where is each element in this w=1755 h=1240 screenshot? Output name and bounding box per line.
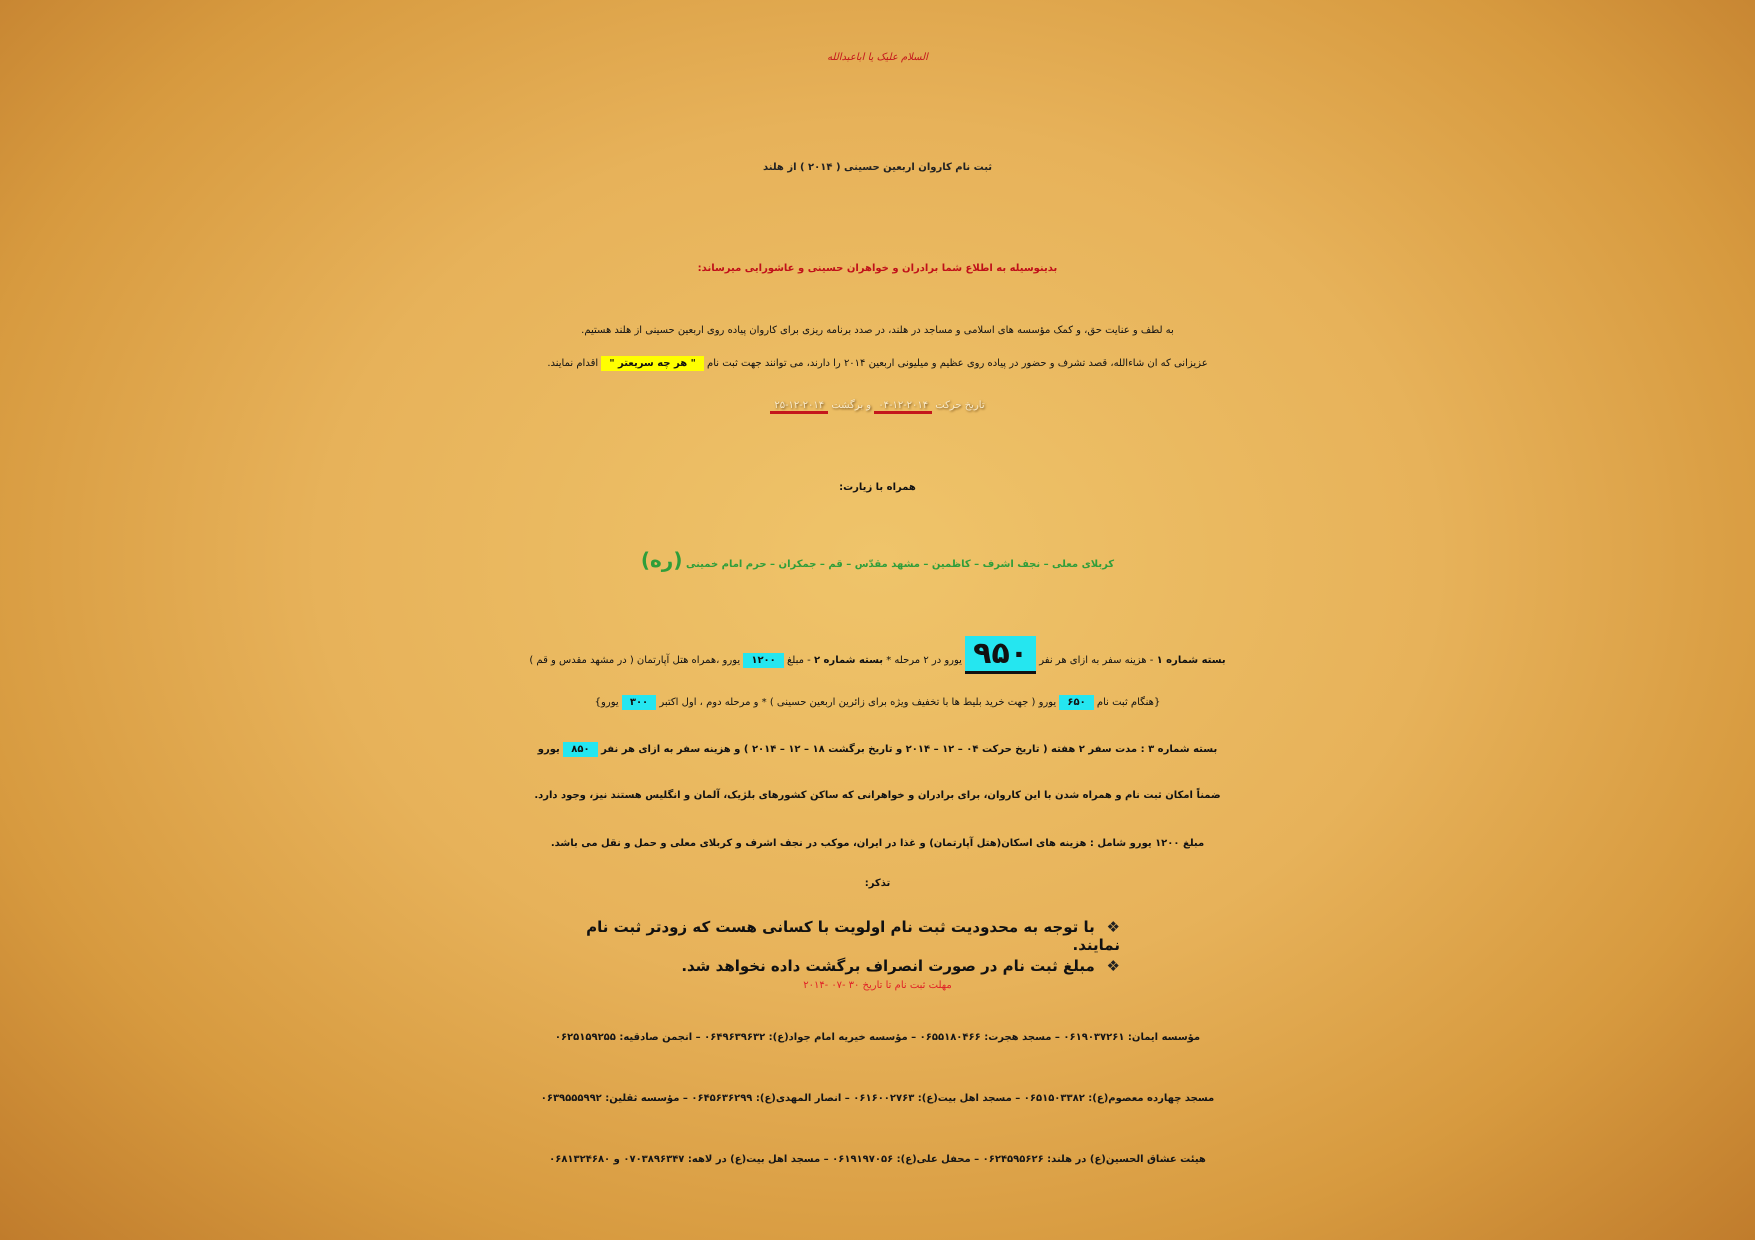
contacts-line-2: مسجد چهارده معصوم(ع): ۰۶۵۱۵۰۳۳۸۲ – مسجد اهل بیت(ع): ۰۶۱۶۰۰۲۷۶۳ – انصار المهدی(ع): ۰۶۴۵۶۳۶۲۹۹ – مؤسسه ثقلین: ۰۶۳۹۵۵۵۹۹۲ <box>540 1093 1215 1104</box>
list-item <box>560 957 1120 975</box>
contacts-line-3: هیئت عشاق الحسین(ع) در هلند: ۰۶۲۴۵۹۵۶۲۶ – محفل علی(ع): ۰۶۱۹۱۹۷۰۵۶ – مسجد اهل بیت(ع) در لاهه: ۰۷۰۳۸۹۶۳۴۷ و ۰۶۸۱۳۲۴۶۸۰ <box>549 1154 1206 1165</box>
package-1-price: ۹۵۰ <box>965 636 1036 674</box>
package-1-text-end: یورو در ۲ مرحله * <box>886 655 962 666</box>
reminder-list <box>560 918 1120 978</box>
registration-deadline: مهلت ثبت نام تا تاریخ ۳۰ -۰۷ -۲۰۱۴ <box>803 980 952 991</box>
bullet-text: با توجه به محدودیت ثبت نام اولویت با کسانی هست که زودتر ثبت نام نمایند. <box>586 918 1120 954</box>
pilgrimage-places <box>0 548 1755 572</box>
payment-text-end: یورو} <box>594 697 619 708</box>
package-3-text-end: یورو <box>537 744 560 755</box>
reminder-title: تذکر: <box>864 878 891 889</box>
payment-second-price: ۳۰۰ <box>622 695 656 710</box>
package-2-title: بسته شماره ۲ <box>813 655 884 666</box>
intro-line-2-text: عزیزانی که ان شاءالله، قصد تشرف و حضور در پیاده روی عظیم و میلیونی اربعین ۲۰۱۴ را دارند، می توانند جهت ثبت نام <box>707 358 1208 369</box>
payment-line <box>0 697 1755 708</box>
intro-line-1: به لطف و عنایت حق، و کمک مؤسسه های اسلامی و مساجد در هلند، در صدد برنامه ریزی برای کاروان پیاده روی اربعین حسینی از هلند هستیم. <box>581 325 1174 336</box>
package-1-title: بسته شماره ۱ <box>1156 655 1226 666</box>
subtitle: بدینوسیله به اطلاع شما برادران و خواهران حسینی و عاشورایی میرساند: <box>697 263 1058 274</box>
salutation: السلام علیک یا اباعبدالله <box>827 52 928 63</box>
intro-line-2-end: اقدام نمایند. <box>547 358 599 369</box>
note-includes: مبلغ ۱۲۰۰ یورو شامل : هزینه های اسکان(هتل آپارتمان) و غذا در ایران، موکب در نجف اشرف و کربلای معلی و حمل و نقل می باشد. <box>550 838 1205 849</box>
return-label: و برگشت <box>831 400 872 411</box>
payment-first-price: ۶۵۰ <box>1059 695 1093 710</box>
package-2-text: - مبلغ <box>786 655 811 666</box>
with-visit-label: همراه با زیارت: <box>839 482 916 493</box>
places-suffix: (ره) <box>640 548 683 572</box>
package-3-price: ۸۵۰ <box>563 742 597 757</box>
trip-dates <box>0 400 1755 411</box>
list-item <box>560 918 1120 954</box>
diamond-bullet-icon: ❖ <box>1106 918 1120 936</box>
payment-text-mid: یورو ( جهت خرید بلیط ها با تخفیف ویژه برای زائرین اربعین حسینی ) * و مرحله دوم ، اول اکتبر <box>659 697 1057 708</box>
depart-date: ۲۰۱۴-۱۲-۰۴ <box>874 400 932 414</box>
depart-label: تاریخ حرکت <box>935 400 985 411</box>
note-eligibility: ضمناً امکان ثبت نام و همراه شدن با این کاروان، برای برادران و خواهرانی که ساکن کشورهای بلژیک، آلمان و انگلیس هستند نیز، وجود دارد. <box>534 790 1221 801</box>
bullet-text: مبلغ ثبت نام در صورت انصراف برگشت داده نخواهد شد. <box>681 957 1095 975</box>
intro-line-2 <box>0 358 1755 369</box>
packages-line <box>0 636 1755 671</box>
package-3-line <box>0 744 1755 755</box>
places-list: کربلای معلی – نجف اشرف – کاظمین – مشهد مقدّس – قم – جمکران – حرم امام خمینی <box>685 559 1115 570</box>
contacts-line-1: مؤسسه ایمان: ۰۶۱۹۰۳۷۲۶۱ – مسجد هجرت: ۰۶۵۵۱۸۰۴۶۶ – مؤسسه خیریه امام جواد(ع): ۰۶۴۹۶۳۹۶۳۲ – انجمن صادقیه: ۰۶۲۵۱۵۹۲۵۵ <box>554 1032 1201 1043</box>
package-1-text: - هزینه سفر به ازای هر نفر <box>1039 655 1154 666</box>
asap-highlight: " هر چه سریعتر " <box>601 356 704 371</box>
package-2-text-end: یورو ،همراه هتل آپارتمان ( در مشهد مقدس و قم ) <box>529 655 741 666</box>
package-2-price: ۱۲۰۰ <box>743 653 783 668</box>
payment-text: {هنگام ثبت نام <box>1096 697 1161 708</box>
return-date: ۲۰۱۴-۱۲-۲۵ <box>770 400 828 414</box>
diamond-bullet-icon: ❖ <box>1106 957 1120 975</box>
page-title: ثبت نام کاروان اربعین حسینی ( ۲۰۱۴ ) از هلند <box>762 162 993 173</box>
package-3-text: بسته شماره ۳ : مدت سفر ۲ هفته ( تاریخ حرکت ۰۴ – ۱۲ – ۲۰۱۴ و تاریخ برگشت ۱۸ – ۱۲ – ۲۰۱۴ ) و هزینه سفر به ازای هر نفر <box>601 744 1218 755</box>
